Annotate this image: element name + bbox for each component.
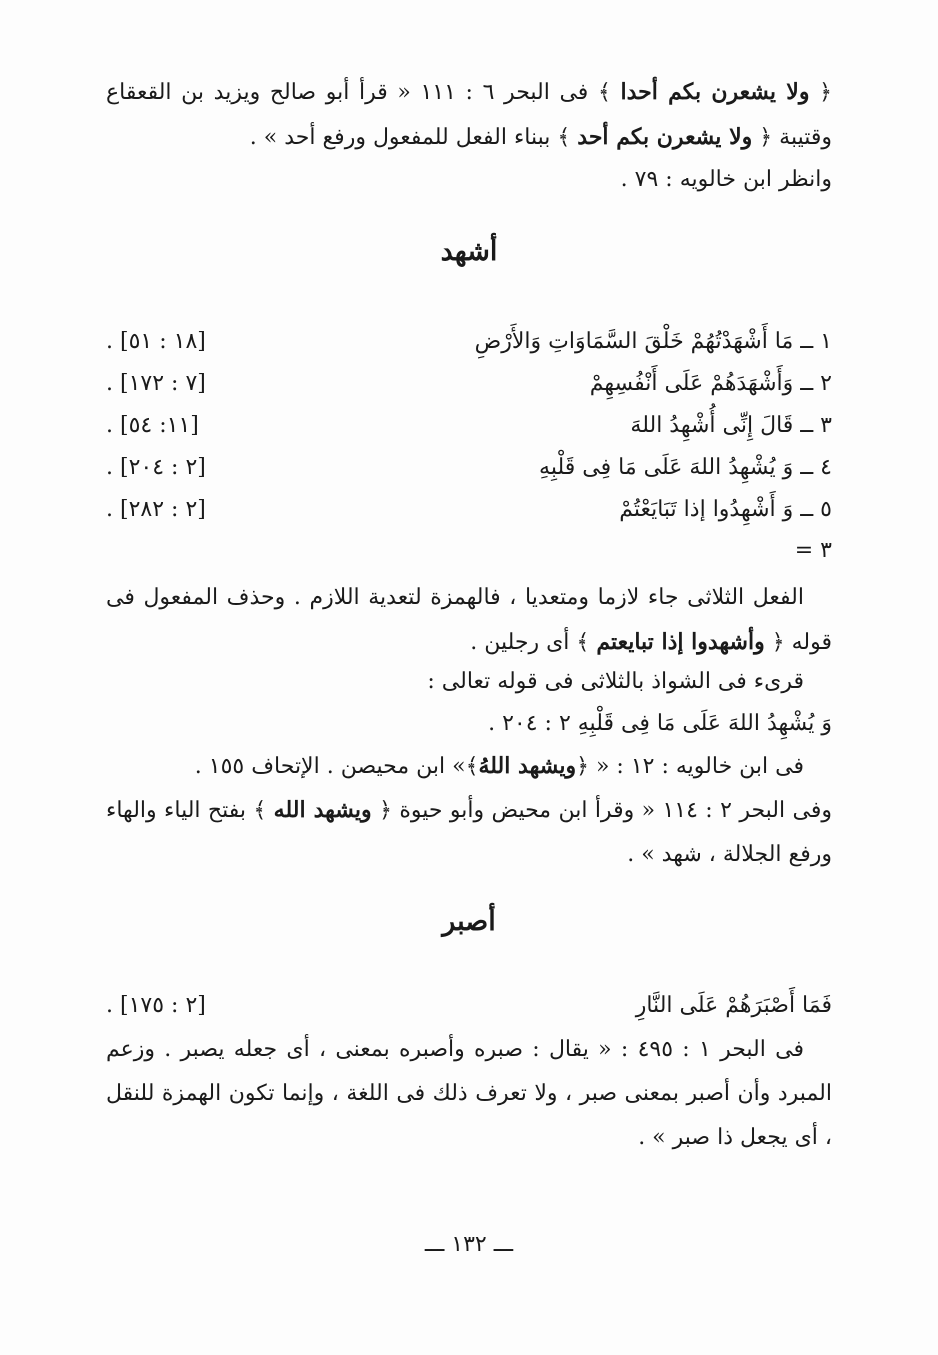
shawadh-note — [106, 660, 832, 704]
verse-row — [106, 320, 832, 364]
commentary-text: الفعل الثلاثى جاء لازما ومتعديا ، فالهمزة لتعدية اللازم . وحذف المفعول فى قوله ﴿ — [106, 585, 832, 655]
intro-reference: وانظر ابن خالويه : ٧٩ . — [620, 167, 832, 192]
commentary-paragraph — [106, 576, 832, 665]
verse-reference: [٧ : ١٧٢] . — [106, 371, 206, 396]
commentary-quote: وأشهدوا إذا تبايعتم — [596, 629, 765, 655]
verse-row — [106, 362, 832, 406]
page-number: ـــ ١٣٢ ـــ — [424, 1232, 514, 1257]
ibn-khalawayh-note — [106, 744, 832, 789]
shawadh-intro: قرىء فى الشواذ بالثلاثى فى قوله تعالى : — [427, 669, 804, 694]
verse-text: ٣ ــ قَالَ إِنِّى أُشْهِدُ اللهَ — [630, 413, 832, 438]
verse-reference: [٢ : ٢٨٢] . — [106, 497, 206, 522]
intro-text-2: ﴾ فى البحر ٦ : ١١١ « قرأ أبو صالح ويزيد بن القعقاع وقتيبة ﴿ — [106, 80, 832, 150]
section-heading-asbar: أصبر — [442, 906, 496, 937]
bahr-text-end: ﴾ بفتح الياء والهاء ورفع الجلالة ، شهد » . — [106, 798, 832, 867]
shawadh-verse-line — [106, 702, 832, 746]
verse-row — [106, 404, 832, 448]
bahr-note — [106, 788, 832, 877]
asbar-commentary-text: فى البحر ١ : ٤٩٥ : « يقال : صبره وأصبره بمعنى ، أى جعله يصبر . وزعم المبرد وأن أصبر بمعنى صبر ، ولا تعرف ذلك فى اللغة ، وإنما تكون الهمزة للنقل ، أى يجعل ذا صبر » . — [106, 1037, 832, 1150]
verse-text: ٥ ــ وَ أَشْهِدُوا إذا تَبَايَعْتُمْ — [619, 497, 832, 522]
verse-row — [106, 488, 832, 532]
intro-reference-line — [106, 158, 832, 202]
verse-row — [106, 446, 832, 490]
ibn-khalawayh-text: فى ابن خالويه : ١٢ : « ﴿ — [576, 754, 804, 779]
verse-text: ٤ ــ وَ يُشْهِدُ اللهَ عَلَى مَا فِى قَلْبِهِ — [539, 455, 832, 480]
intro-text-1: ﴿ — [809, 80, 833, 105]
section-heading-ashhad: أشهد — [440, 236, 498, 267]
verse-text: ٢ ــ وَأَشْهَدَهُمْ عَلَى أَنْفُسِهِمْ — [589, 371, 832, 396]
ibn-khalawayh-text-end: ﴾» ابن محيصن . الإتحاف ١٥٥ . — [194, 754, 479, 779]
verse-text: فَمَا أَصْبَرَهُمْ عَلَى النَّارِ — [635, 993, 832, 1018]
verse-reference: [٢ : ٢٠٤] . — [106, 455, 206, 480]
verse-row — [106, 984, 832, 1028]
ibn-khalawayh-quote: ويشهد اللهُ — [478, 753, 577, 779]
intro-text-3: ﴾ ببناء الفعل للمفعول ورفع أحد » . — [249, 125, 578, 150]
intro-quote-2: ولا يشعرن بكم أحد — [577, 124, 753, 150]
intro-paragraph — [106, 70, 832, 160]
commentary-text-end: ﴾ أى رجلين . — [470, 630, 597, 655]
verse-reference: [٢ : ١٧٥] . — [106, 993, 206, 1018]
shawadh-verse: وَ يُشْهِدُ اللهَ عَلَى مَا فِى قَلْبِهِ ٢ : ٢٠٤ . — [488, 711, 832, 736]
intro-quote-1: ولا يشعرن بكم أحدا — [620, 79, 810, 105]
bahr-quote: ويشهد الله — [273, 797, 372, 823]
bahr-text: وفى البحر ٢ : ١١٤ « وقرأ ابن محيض وأبو حيوة ﴿ — [371, 798, 832, 823]
verse-text: ١ ــ مَا أَشْهَدْتُهُمْ خَلْقَ السَّمَاوَاتِ وَالأَرْضِ — [474, 329, 832, 354]
asbar-commentary — [106, 1028, 832, 1160]
verse-count: = ٣ — [794, 538, 832, 563]
verse-reference: [١١: ٥٤] . — [106, 413, 199, 438]
verse-reference: [١٨ : ٥١] . — [106, 329, 206, 354]
